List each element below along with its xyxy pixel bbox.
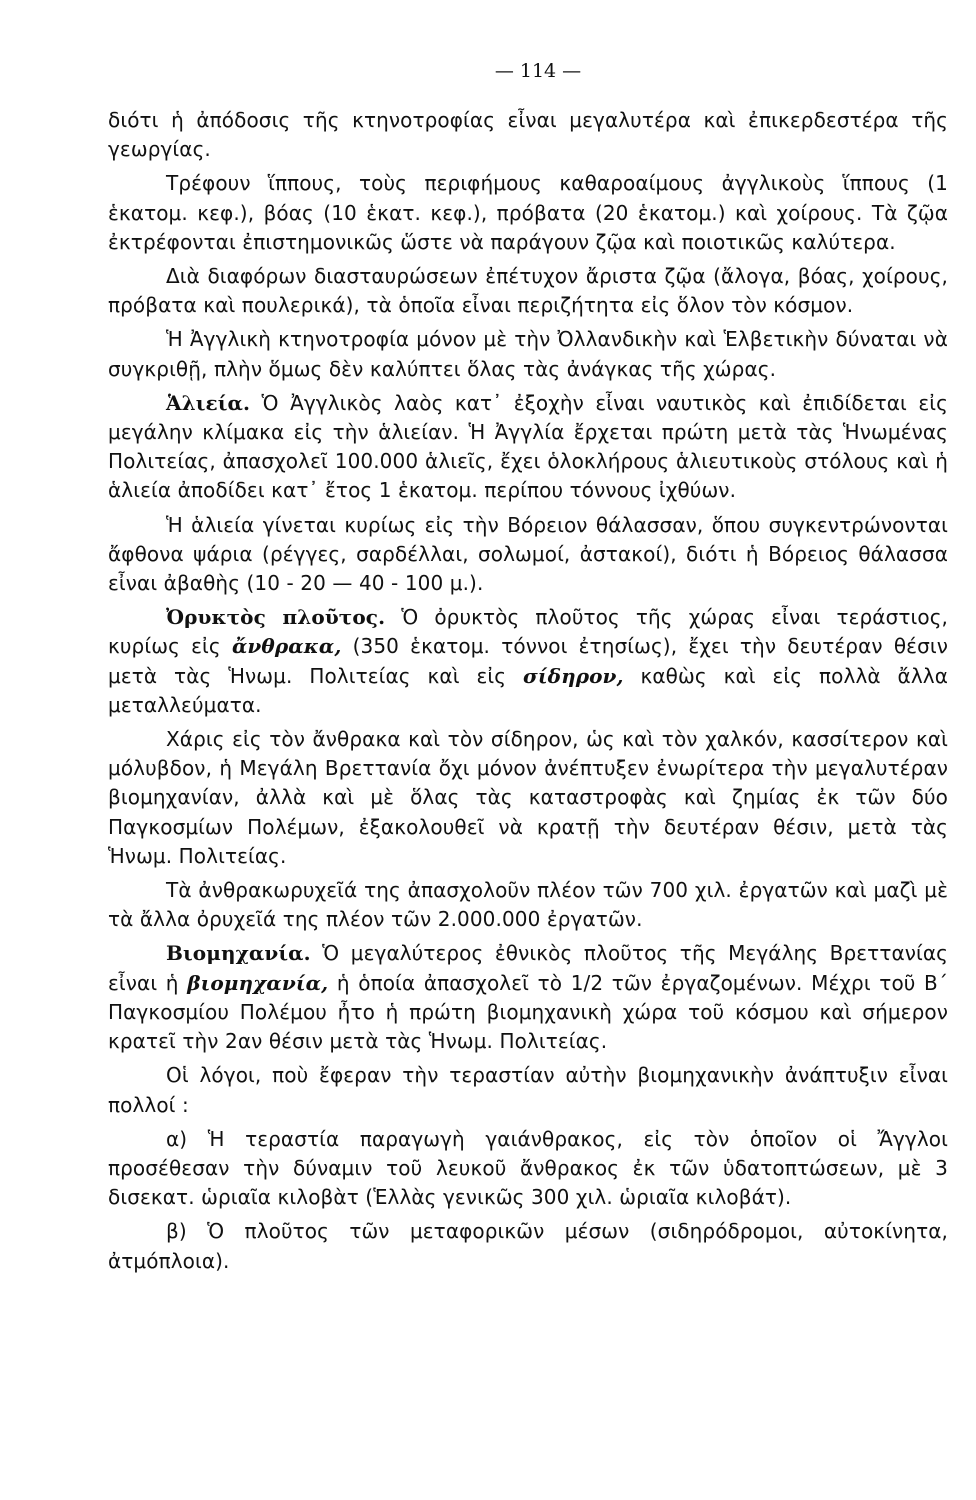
list-item-b: β) Ὁ πλοῦτος τῶν μεταφορικῶν μέσων (σιδηρόδρομοι, αὐτοκίνητα, ἀτμόπλοια). — [108, 1219, 948, 1273]
list-item-a: α) Ἡ τεραστία παραγωγὴ γαιάνθρακος, εἰς τὸν ὁποῖον οἱ Ἄγγλοι προσέθεσαν τὴν δύναμιν τοῦ λευκοῦ ἄνθρακος ἐκ τῶν ὑδατοπτώσεων, μὲ 3 δισεκατ. ὡριαῖα κιλοβὰτ (Ἑλλὰς γενικῶς 300 χιλ. ὡριαῖα κιλοβάτ). — [108, 1126, 948, 1210]
paragraph-livestock: Τρέφουν ἵππους, τοὺς περιφήμους καθαροαίμους ἀγγλικοὺς ἵππους (1 ἑκατομ. κεφ.), βόας (10 ἑκατ. κεφ.), πρόβατα (20 ἑκατομ.) καὶ χοίρους. Τὰ ζῷα ἐκτρέφονται ἐπιστημονικῶς ὥστε νὰ παράγουν ζῷα καὶ ποιοτικῶς καλύτερα. — [108, 171, 948, 254]
emphasis-iron: σίδηρον, — [523, 663, 624, 688]
emphasis-coal: ἄνθρακα, — [231, 634, 342, 659]
paragraph-mineral-wealth: Ὀρυκτὸς πλοῦτος. Ὁ ὀρυκτὸς πλοῦτος τῆς χώρας εἶναι τεράστιος, κυρίως εἰς ἄνθρακα, (350 ἑκατομ. τόννοι ἐτησίως), ἔχει τὴν δευτέραν θέσιν μετὰ τὰς Ἡνωμ. Πολιτείας καὶ εἰς σίδηρον, καθὼς καὶ εἰς πολλὰ ἄλλα μεταλλεύματα. — [108, 605, 948, 717]
page-number: — 114 — — [494, 60, 582, 82]
paragraph-north-sea: Ἡ ἁλιεία γίνεται κυρίως εἰς τὴν Βόρειον θάλασσαν, ὅπου συγκεντρώνονται ἄφθονα ψάρια (ρέγγες, σαρδέλλαι, σολωμοί, ἀστακοί), διότι ἡ Βόρειος θάλασσα εἶναι ἀβαθὴς (10 - 20 — 40 - 100 μ.). — [108, 512, 948, 596]
paragraph-continuation: διότι ἡ ἀπόδοσις τῆς κτηνοτροφίας εἶναι μεγαλυτέρα καὶ ἐπικερδεστέρα τῆς γεωργίας. — [108, 108, 948, 162]
paragraph-coal-mines: Τὰ ἀνθρακωρυχεῖά της ἀπασχολοῦν πλέον τῶν 700 χιλ. ἐργατῶν καὶ μαζὶ μὲ τὰ ἄλλα ὀρυχεῖά της πλέον τῶν 2.000.000 ἐργατῶν. — [108, 878, 948, 932]
paragraph-coal-iron: Χάρις εἰς τὸν ἄνθρακα καὶ τὸν σίδηρον, ὡς καὶ τὸν χαλκόν, κασσίτερον καὶ μόλυβδον, ἡ Μεγάλη Βρεττανία ὄχι μόνον ἀνέπτυξεν ἐνωρίτερα τὴν μεγαλυτέραν βιομηχανίαν, ἀλλὰ καὶ μὲ ὅλας τὰς καταστροφὰς καὶ ζημίας ἐκ τῶν δύο Παγκοσμίων Πολέμων, ἐξακολουθεῖ νὰ κρατῇ τὴν δευτέραν θέσιν, μετὰ τὰς Ἡνωμ. Πολιτείας. — [108, 727, 948, 868]
section-heading-industry: Βιομηχανία. — [166, 941, 311, 966]
paragraph-crossbreeding: Διὰ διαφόρων διασταυρώσεων ἐπέτυχον ἄριστα ζῷα (ἄλογα, βόας, χοίρους, πρόβατα καὶ πουλερικά), τὰ ὁποῖα εἶναι περιζήτητα εἰς ὅλον τὸν κόσμον. — [108, 264, 948, 318]
paragraph-english-livestock: Ἡ Ἀγγλικὴ κτηνοτροφία μόνον μὲ τὴν Ὀλλανδικὴν καὶ Ἑλβετικὴν δύναται νὰ συγκριθῇ, πλὴν ὅμως δὲν καλύπτει ὅλας τὰς ἀνάγκας τῆς χώρας. — [108, 327, 948, 381]
paragraph-reasons: Οἱ λόγοι, ποὺ ἔφεραν τὴν τεραστίαν αὐτὴν βιομηχανικὴν ἀνάπτυξιν εἶναι πολλοί : — [108, 1063, 948, 1117]
emphasis-industry: βιομηχανία, — [187, 970, 329, 995]
section-heading-mineral-wealth: Ὀρυκτὸς πλοῦτος. — [166, 605, 386, 630]
paragraph-industry: Βιομηχανία. Ὁ μεγαλύτερος ἐθνικὸς πλοῦτος τῆς Μεγάλης Βρεττανίας εἶναι ἡ βιομηχανία, ἡ ὁποία ἀπασχολεῖ τὸ 1/2 τῶν ἐργαζομένων. Μέχρι τοῦ Β´ Παγκοσμίου Πολέμου ἦτο ἡ πρώτη βιομηχανικὴ χώρα τοῦ κόσμου καὶ σήμερον κρατεῖ τὴν 2αν θέσιν μετὰ τὰς Ἡνωμ. Πολιτείας. — [108, 941, 948, 1054]
paragraph-fishing: Ἁλιεία. Ὁ Ἀγγλικὸς λαὸς κατ᾽ ἐξοχὴν εἶναι ναυτικὸς καὶ ἐπιδίδεται εἰς μεγάλην κλίμακα εἰς τὴν ἁλιείαν. Ἡ Ἀγγλία ἔρχεται πρώτη μετὰ τὰς Ἡνωμένας Πολιτείας, ἀπασχολεῖ 100.000 ἁλιεῖς, ἔχει ὁλοκλήρους ἁλιευτικοὺς στόλους καὶ ἡ ἁλιεία ἀποδίδει κατ᾽ ἔτος 1 ἑκατομ. περίπου τόννους ἰχθύων. — [108, 390, 948, 503]
section-heading-fishing: Ἁλιεία. — [166, 390, 251, 415]
body-text — [108, 106, 948, 1276]
